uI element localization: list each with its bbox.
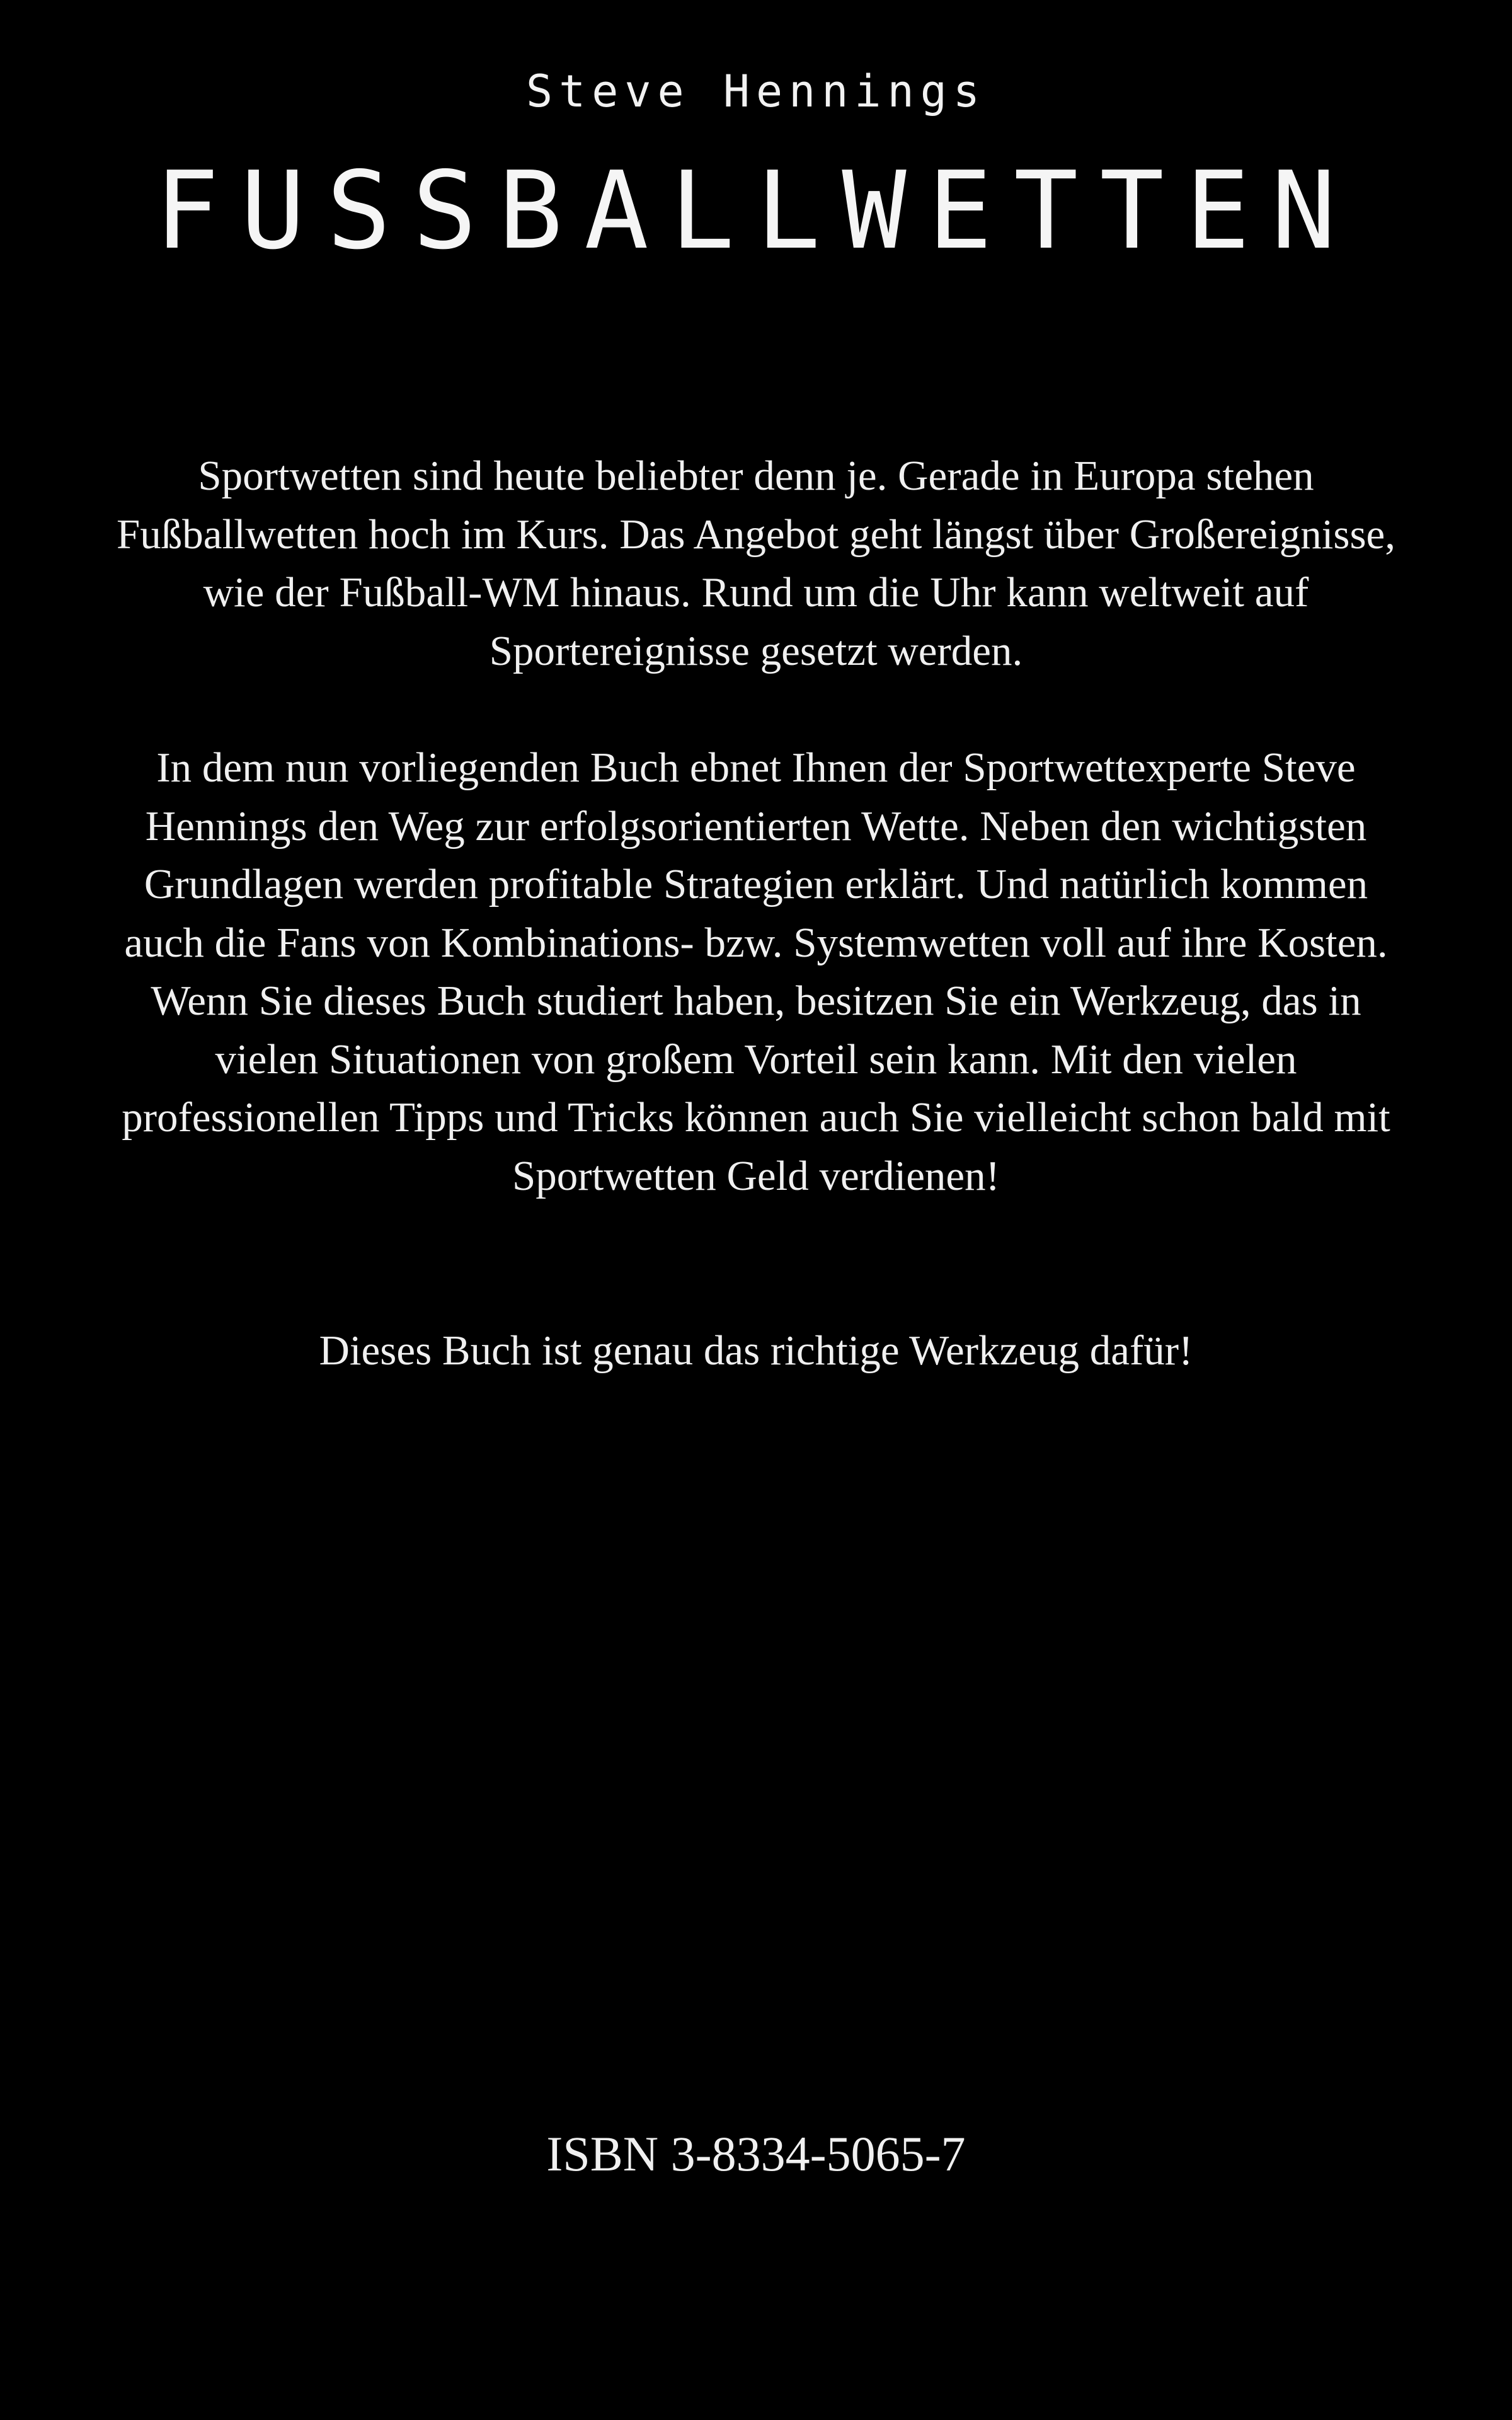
blurb-paragraph-1: Sportwetten sind heute beliebter denn je. Gerade in Europa stehen Fußballwetten hoch im Kurs. Das Angebot geht längst über Großereignisse, wie der Fußball-WM hinaus. Rund um die Uhr kann weltweit auf Sportereignisse gesetzt werden.: [116, 452, 1396, 674]
book-title: FUSSBALLWETTEN: [154, 149, 1358, 274]
blurb-paragraph-2: In dem nun vorliegenden Buch ebnet Ihnen der Sportwettexperte Steve Hennings den Weg zur erfolgsorientierten Wette. Neben den wichtigsten Grundlagen werden profitable Strategien erklärt. Und natürlich kommen auch die Fans von Kombinations- bzw. Systemwetten voll auf ihre Kosten. Wenn Sie dieses Buch studiert haben, besitzen Sie ein Werkzeug, das in vielen Situationen von großem Vorteil sein kann. Mit den vielen professionellen Tipps und Tricks können auch Sie vielleicht schon bald mit Sportwetten Geld verdienen!: [122, 744, 1390, 1199]
isbn-number: ISBN 3-8334-5065-7: [546, 2126, 966, 2181]
blurb-paragraph-3: Dieses Buch ist genau das richtige Werkzeug dafür!: [319, 1327, 1193, 1374]
author-name: Steve Hennings: [525, 66, 986, 117]
